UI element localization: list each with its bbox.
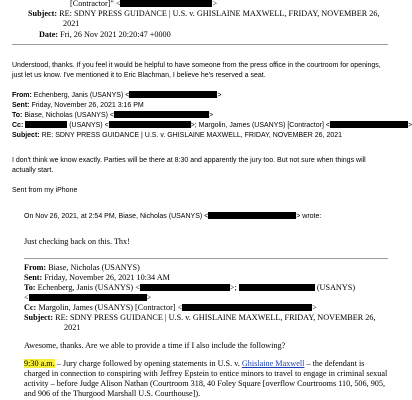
quote-intro-text: On Nov 26, 2021, at 2:54 PM, Biase, Nicholas (USANYS) < [24, 213, 209, 220]
contractor-suffix: > [212, 0, 218, 8]
subject-value: RE: SDNY PRESS GUIDANCE | U.S. v. GHISLAINE MAXWELL, FRIDAY, NOVEMBER 26, [55, 313, 376, 322]
quote-intro-suffix: > wrote: [296, 213, 322, 220]
to-line2-suffix: > [146, 293, 152, 302]
to-value: Biase, Nicholas (USANYS) < [24, 112, 114, 119]
reply1-line2: just let us know. I've mentioned it to Eric Blachman, I believe he's reserved a seat. [12, 72, 266, 79]
redaction-bar [140, 284, 230, 291]
redaction-bar [330, 121, 408, 128]
redaction-bar [25, 121, 67, 128]
redaction-bar [114, 111, 209, 118]
msg2-body-line1: I don't think we know exactly. Parties will be there at 8:30 and apparently the jury too. But not sure when things will [12, 157, 366, 164]
redaction-bar [29, 294, 147, 301]
event-line4: and 906 of the Thurgood Marshall U.S. Courthouse]). [24, 389, 201, 398]
subject-label: Subject: [24, 313, 54, 322]
cc-value-2: >; Margolin, James (USANYS) [Contractor] < [190, 122, 330, 129]
event-line2: charged in connection to conspiring with Jeffrey Epstein to entice minors to travel to engage in criminal sexual [24, 369, 388, 378]
from-value: Echenberg, Janis (USANYS) < [33, 92, 130, 99]
from-value: Biase, Nicholas (USANYS) [48, 263, 140, 272]
to-value-2: (USANYS) [316, 283, 356, 292]
sent-label: Sent: [24, 273, 43, 282]
from-label: From: [12, 92, 32, 99]
sent-value: Friday, November 26, 2021 10:34 AM [44, 273, 170, 282]
from-suffix: > [217, 92, 222, 99]
to-suffix: > [209, 112, 214, 119]
msg2-to [12, 111, 213, 121]
event-line3: activity – before Judge Alison Nathan (Courtroom 318, 40 Foley Square [overflow Courtrooms 110, 506, 905, [24, 379, 386, 388]
cc-label: Cc: [12, 122, 24, 129]
event-text-2: – the defendant is [304, 359, 365, 368]
reply1-line1: Understood, thanks. If you feel it would be helpful to have someone from the press office in the courtroom for openings, [12, 62, 381, 69]
to-line2-prefix: < [24, 293, 29, 302]
msg3-subject-line2: 2021 [64, 323, 81, 332]
to-value: Echenberg, Janis (USANYS) < [37, 283, 140, 292]
subject-value: RE: SDNY PRESS GUIDANCE | U.S. v. GHISLAINE MAXWELL, FRIDAY, NOVEMBER 26, 2021 [41, 132, 343, 139]
header-subject-line2: 2021 [63, 19, 80, 28]
redaction-bar [129, 91, 217, 98]
msg3-body: Awesome, thanks. Are we able to provide a time if I also include the following? [24, 341, 286, 350]
event-text: – Jury charge followed by opening statements in U.S. v. [54, 359, 242, 368]
date-value: Fri, 26 Nov 2021 20:20:47 +0000 [60, 30, 171, 39]
cc-suffix: > [407, 122, 412, 129]
header-divider [12, 44, 388, 45]
event-time: 9:30 a.m. [24, 359, 55, 368]
sent-label: Sent: [12, 102, 30, 109]
to-label: To: [24, 283, 36, 292]
redaction-bar [182, 304, 312, 311]
contractor-text: [Contractor]" < [70, 0, 121, 8]
quote-divider [24, 258, 388, 259]
msg2-signature: Sent from my iPhone [12, 187, 78, 194]
date-label: Date: [39, 30, 59, 39]
redaction-bar [208, 212, 296, 219]
to-label: To: [12, 112, 23, 119]
subject-label: Subject: [28, 9, 58, 18]
to-separator: >; [229, 283, 237, 292]
redaction-bar [109, 121, 191, 128]
quote-intro [24, 212, 321, 222]
from-label: From: [24, 263, 47, 272]
quote-body: Just checking back on this. Thx! [24, 237, 130, 246]
redaction-bar [239, 284, 315, 291]
msg2-subject [12, 131, 342, 141]
redaction-bar [120, 0, 212, 7]
header-date [39, 29, 171, 40]
cc-label: Cc: [24, 303, 37, 312]
msg2-body-line2: actually start. [12, 167, 54, 174]
cc-value: (USANYS) < [69, 122, 109, 129]
cc-suffix: > [312, 303, 317, 312]
header-subject [28, 8, 380, 19]
cc-value: Margolin, James (USANYS) [Contractor] < [38, 303, 183, 312]
msg2-cc [12, 121, 412, 131]
defendant-link[interactable]: Ghislaine Maxwell [241, 359, 305, 368]
sent-value: Friday, November 26, 2021 3:16 PM [31, 102, 144, 109]
msg2-from [12, 91, 221, 101]
subject-value: RE: SDNY PRESS GUIDANCE | U.S. v. GHISLAINE MAXWELL, FRIDAY, NOVEMBER 26, [59, 9, 380, 18]
msg2-sent [12, 101, 144, 111]
subject-label: Subject: [12, 132, 40, 139]
